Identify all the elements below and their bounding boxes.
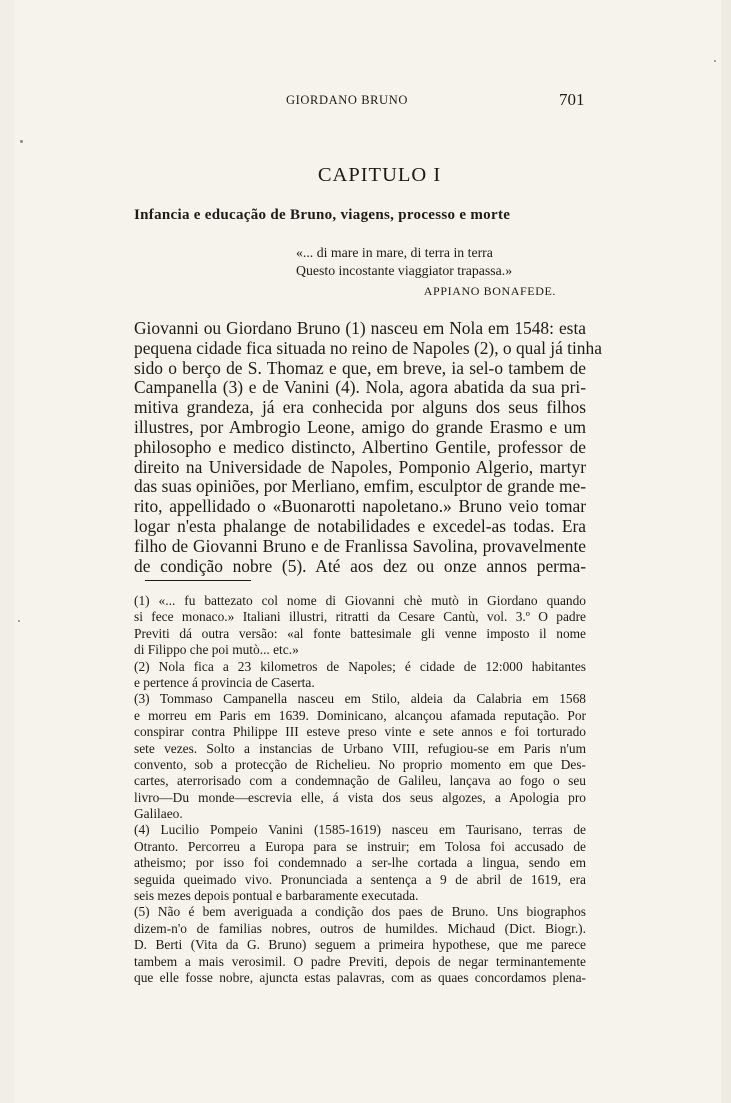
footnote-line: di Filippo che poi mutò... etc.» [134, 642, 299, 658]
footnote-line: tambem a mais verosimil. O padre Previti, depois de negar terminantemente [134, 953, 586, 969]
footnote-line: livro—Du monde—escrevia elle, á vista dos seus algozes, a Apologia pro [134, 789, 586, 805]
footnote-line: convento, sob a protecção de Richelieu. No proprio momento em que Des- [134, 756, 586, 772]
scan-speck [714, 60, 716, 62]
footnote-line: Previti dá outra versão: «al fonte battesimale gli venne imposto il nome [134, 625, 586, 641]
footnote-line: conspirar contra Philippe III esteve preso vinte e sete annos e foi torturado [134, 724, 586, 740]
body-line: philosopho e medico distincto, Albertino Gentile, professor de [134, 436, 586, 457]
running-head: GIORDANO BRUNO [286, 93, 408, 107]
footnote-line: (3) Tommaso Campanella nasceu em Stilo, aldeia da Calabria em 1568 [134, 691, 586, 707]
footnote-line: Otranto. Percorreu a Europa para se instruir; em Tolosa foi accusado de [134, 838, 586, 854]
chapter-title: CAPITULO I [317, 164, 442, 186]
epigraph [296, 244, 556, 300]
body-line: rito, appellidado o «Buonarotti napoletano.» Bruno veio tomar [134, 496, 586, 517]
footnote-line: seis mezes depois pontual e barbaramente executada. [134, 888, 419, 904]
body-paragraph [134, 318, 602, 576]
body-line: mitiva grandeza, já era conhecida por alguns dos seus filhos [134, 397, 586, 418]
scan-speck [20, 140, 23, 143]
footnote-line: si fece monaco.» Italiani illustri, ritratti da Cesare Cantù, vol. 3.º O padre [134, 609, 586, 625]
footnote-line: e pertence á provincia de Caserta. [134, 674, 315, 690]
scan-speck [18, 620, 20, 622]
footnote-line: (1) «... fu battezato col nome di Giovanni chè mutò in Giordano quando [134, 593, 586, 608]
footnote-line: D. Berti (Vita da G. Bruno) seguem a primeira hypothese, que me parece [134, 937, 586, 953]
footnote-line: cartes, aterrorisado com a condemnação de Galileu, lançava ao fogo o seu [134, 773, 586, 789]
footnote-line: Galilaeo. [134, 806, 183, 822]
footnote-line: e morreu em Paris em 1639. Dominicano, alcançou afamada reputação. Por [134, 707, 586, 723]
footnotes [134, 593, 586, 986]
body-line: pequena cidade fica situada no reino de Napoles (2), o qual já tinha [134, 337, 602, 358]
footnote-line: atheismo; por isso foi condemnado a ser-lhe cortada a lingua, sendo em [134, 855, 586, 871]
chapter-subtitle: Infancia e educação de Bruno, viagens, processo e morte [134, 207, 511, 223]
body-line: Campanella (3) e de Vanini (4). Nola, agora abatida da sua pri- [134, 377, 586, 398]
body-line: direito na Universidade de Napoles, Pomponio Algerio, martyr [134, 456, 586, 477]
footnote-line: que elle fosse nobre, ajuncta estas palavras, com as quaes concordamos plena- [134, 969, 586, 985]
body-line: de condição nobre (5). Até aos dez ou onze annos perma- [134, 555, 586, 576]
body-line: Giovanni ou Giordano Bruno (1) nasceu em Nola em 1548: esta [134, 318, 586, 338]
footnote-divider [145, 580, 251, 581]
epigraph-line: Questo incostante viaggiator trapassa.» [296, 263, 513, 278]
epigraph-author: APPIANO BONAFEDE. [423, 284, 556, 298]
body-line: das suas opiniões, por Merliano, emfim, esculptor de grande me- [134, 476, 586, 497]
page-number: 701 [559, 90, 585, 109]
footnote-line: (5) Não é bem averiguada a condição dos paes de Bruno. Uns biographos [134, 904, 586, 920]
body-line: illustres, por Ambrogio Leone, amigo do grande Erasmo e um [134, 416, 586, 437]
body-line: sido o berço de S. Thomaz e que, em breve, ia sel-o tambem de [134, 357, 586, 378]
footnote-line: (2) Nola fica a 23 kilometros de Napoles; é cidade de 12:000 habitantes [134, 658, 586, 674]
footnote-line: (4) Lucilio Pompeio Vanini (1585-1619) nasceu em Taurisano, terras de [134, 822, 586, 838]
epigraph-line: «... di mare in mare, di terra in terra [296, 245, 493, 260]
body-line: filho de Giovanni Bruno e de Franlissa Savolina, provavelmente [134, 535, 586, 556]
footnote-line: seguida queimado vivo. Pronunciada a sentença a 9 de abril de 1619, era [134, 871, 586, 887]
footnote-line: sete vezes. Solto a instancias de Urbano VIII, refugiou-se em Paris n'um [134, 740, 586, 756]
body-line: logar n'esta phalange de notabilidades e excedel-as todas. Era [134, 515, 586, 536]
footnote-line: dizem-n'o de familias nobres, outros de humildes. Michaud (Dict. Biogr.). [134, 920, 586, 936]
